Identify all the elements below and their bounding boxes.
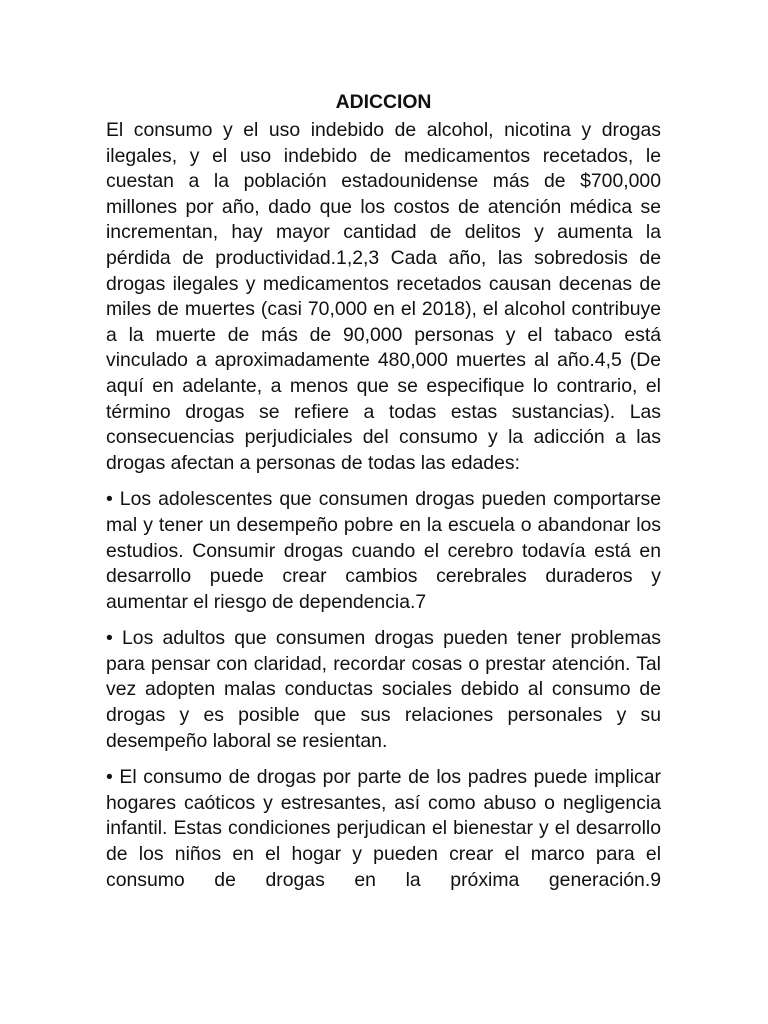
document-page bbox=[106, 88, 661, 904]
intro-paragraph: El consumo y el uso indebido de alcohol, nicotina y drogas ilegales, y el uso indebido de medicamentos recetados, le cuestan a la población estadounidense más de $700,000 millones por año, dado que los costos de atención médica se incrementan, hay mayor cantidad de delitos y aumenta la pérdida de productividad.1,2,3 Cada año, las sobredosis de drogas ilegales y medicamentos recetados causan decenas de miles de muertes (casi 70,000 en el 2018), el alcohol contribuye a la muerte de más de 90,000 personas y el tabaco está vinculado a aproximadamente 480,000 muertes al año.4,5 (De aquí en adelante, a menos que se especifique lo contrario, el término drogas se refiere a todas estas sustancias). Las consecuencias perjudiciales del consumo y la adicción a las drogas afectan a personas de todas las edades: bbox=[106, 119, 661, 474]
bullet-paragraph-parents: • El consumo de drogas por parte de los padres puede implicar hogares caóticos y estresantes, así como abuso o negligencia infantil. Estas condiciones perjudican el bienestar y el desarrollo de los niños en el hogar y pueden crear el marco para el consumo de drogas en la próxima generación.9 bbox=[106, 766, 661, 891]
document-title: ADICCION bbox=[335, 91, 432, 113]
bullet-paragraph-adolescents: • Los adolescentes que consumen drogas pueden comportarse mal y tener un desempeño pobre en la escuela o abandonar los estudios. Consumir drogas cuando el cerebro todavía está en desarrollo puede crear cambios cerebrales duraderos y aumentar el riesgo de dependencia.7 bbox=[106, 488, 661, 613]
bullet-paragraph-adults: • Los adultos que consumen drogas pueden tener problemas para pensar con claridad, recordar cosas o prestar atención. Tal vez adopten malas conductas sociales debido al consumo de drogas y es posible que sus relaciones personales y su desempeño laboral se resientan. bbox=[106, 627, 661, 752]
